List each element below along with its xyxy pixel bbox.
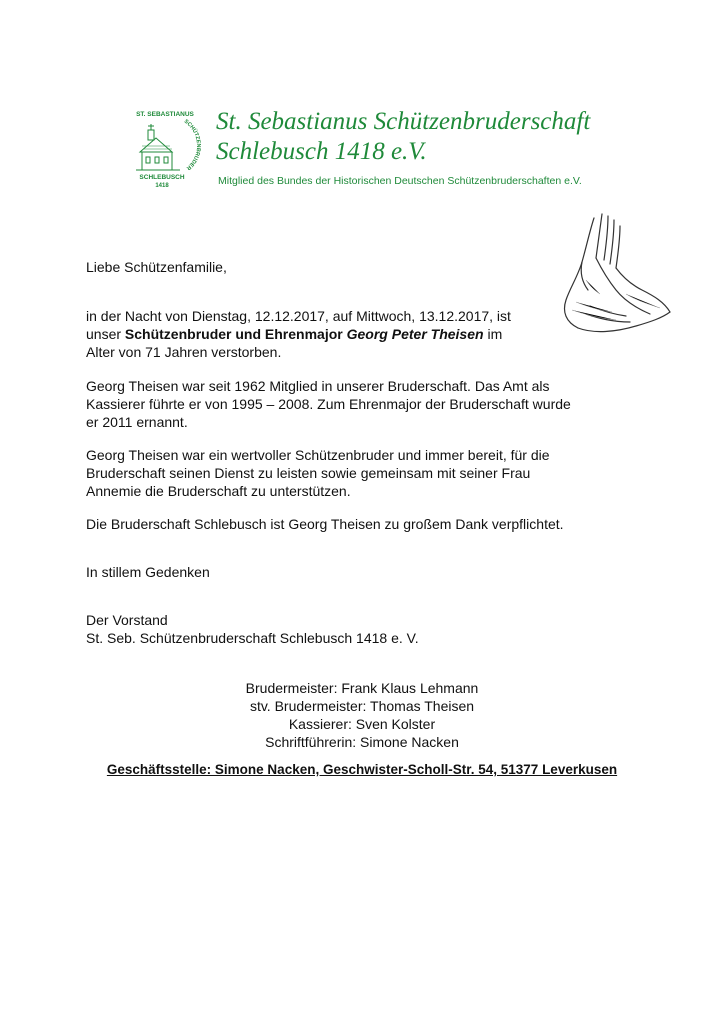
board-schriftfuehrerin: Schriftführerin: Simone Nacken bbox=[265, 734, 459, 750]
board-kassierer: Kassierer: Sven Kolster bbox=[288, 716, 436, 732]
header-title-line2: Schlebusch 1418 e.V. bbox=[216, 138, 427, 165]
deceased-name: Georg Peter Theisen bbox=[346, 326, 484, 342]
board-stv-brudermeister: stv. Brudermeister: Thomas Theisen bbox=[249, 698, 475, 714]
brotherhood-seal-logo bbox=[126, 108, 204, 190]
signature-line-1: Der Vorstand bbox=[86, 612, 168, 628]
p1-pre: unser bbox=[86, 326, 125, 342]
office-address: Geschäftsstelle: Simone Nacken, Geschwister-Scholl-Str. 54, 51377 Leverkusen bbox=[106, 762, 618, 777]
paragraph-3-line-1: Georg Theisen war ein wertvoller Schützenbruder und immer bereit, für die bbox=[86, 447, 550, 463]
paragraph-1-line-3: Alter von 71 Jahren verstorben. bbox=[86, 344, 282, 360]
board-brudermeister: Brudermeister: Frank Klaus Lehmann bbox=[245, 680, 479, 696]
signature-line-2: St. Seb. Schützenbruderschaft Schlebusch 1418 e. V. bbox=[86, 630, 419, 646]
p1-post: im bbox=[483, 326, 503, 342]
paragraph-2-line-3: er 2011 ernannt. bbox=[86, 414, 188, 430]
header-subtitle: Mitglied des Bundes der Historischen Deutschen Schützenbruderschaften e.V. bbox=[218, 175, 582, 187]
closing: In stillem Gedenken bbox=[86, 564, 210, 580]
paragraph-1-line-2 bbox=[86, 325, 502, 343]
paragraph-1-line-1: in der Nacht von Dienstag, 12.12.2017, auf Mittwoch, 13.12.2017, ist bbox=[86, 308, 511, 324]
paragraph-2-line-2: Kassierer führte er von 1995 – 2008. Zum Ehrenmajor der Bruderschaft wurde bbox=[86, 396, 571, 412]
seal-bottom-text: SCHLEBUSCH bbox=[139, 174, 185, 181]
paragraph-3-line-3: Annemie die Bruderschaft zu unterstützen. bbox=[86, 483, 351, 499]
seal-top-text: ST. SEBASTIANUS bbox=[136, 111, 194, 118]
header-title-line1: St. Sebastianus Schützenbruderschaft bbox=[216, 108, 591, 135]
p1-bold-title: Schützenbruder und Ehrenmajor bbox=[124, 326, 347, 342]
paragraph-2-line-1: Georg Theisen war seit 1962 Mitglied in unserer Bruderschaft. Das Amt als bbox=[86, 378, 550, 394]
seal-arc-path: SCHÜTZENBRUDER bbox=[182, 118, 202, 171]
paragraph-3-line-2: Bruderschaft seinen Dienst zu leisten sowie gemeinsam mit seiner Frau bbox=[86, 465, 531, 481]
paragraph-4: Die Bruderschaft Schlebusch ist Georg Theisen zu großem Dank verpflichtet. bbox=[86, 516, 564, 532]
seal-year-text: 1418 bbox=[155, 183, 169, 189]
praying-hands-icon bbox=[546, 210, 676, 335]
salutation: Liebe Schützenfamilie, bbox=[86, 259, 227, 275]
